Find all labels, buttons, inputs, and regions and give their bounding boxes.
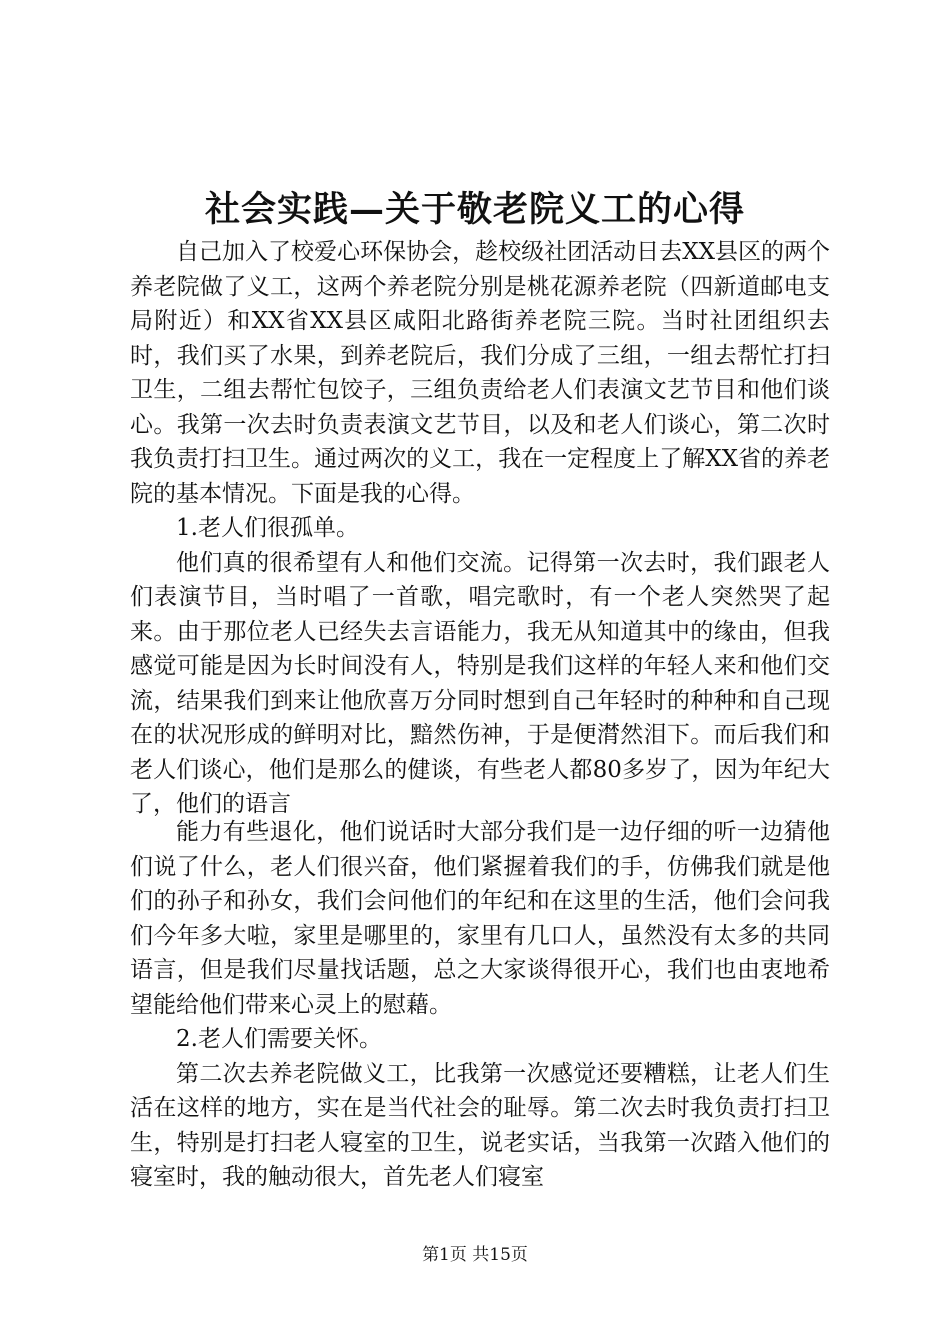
section-heading-2: 2.老人们需要关怀。	[176, 1026, 382, 1052]
document-title: 社会实践—关于敬老院义工的心得	[204, 189, 745, 230]
body-bottom	[130, 815, 830, 1195]
continuation-paragraph: 能力有些退化，他们说话时大部分我们是一边仔细的听一边猜他们说了什么，老人们很兴奋，他们紧握着我们的手，仿佛我们就是他们的孙子和孙女，我们会问他们的年纪和在这里的生活，他们会问我们今年多大啦，家里是哪里的，家里有几口人，虽然没有太多的共同语言，但是我们尽量找话题，总之大家谈得很开心，我们也由衷地希望能给他们带来心灵上的慰藉。	[130, 819, 830, 1018]
section-heading-1: 1.老人们很孤单。	[176, 515, 359, 541]
section1-paragraph: 他们真的很希望有人和他们交流。记得第一次去时，我们跟老人们表演节目，当时唱了一首歌，唱完歌时，有一个老人突然哭了起来。由于那位老人已经失去言语能力，我无从知道其中的缘由，但我感觉可能是因为长时间没有人，特别是我们这样的年轻人来和他们交流，结果我们到来让他欣喜万分同时想到自己年轻时的种种和自己现在的状况形成的鲜明对比，黯然伤神，于是便潸然泪下。而后我们和老人们谈心，他们是那么的健谈，有些老人都80多岁了，因为年纪大了，他们的语言	[130, 549, 830, 817]
body-top	[130, 235, 830, 822]
intro-paragraph: 自己加入了校爱心环保协会，趁校级社团活动日去XX县区的两个养老院做了义工，这两个养老院分别是桃花源养老院（四新道邮电支局附近）和XX省XX县区咸阳北路街养老院三院。当时社团组织去时，我们买了水果，到养老院后，我们分成了三组，一组去帮忙打扫卫生，二组去帮忙包饺子，三组负责给老人们表演文艺节目和他们谈心。我第一次去时负责表演文艺节目，以及和老人们谈心，第二次时我负责打扫卫生。通过两次的义工，我在一定程度上了解XX省的养老院的基本情况。下面是我的心得。	[130, 239, 830, 507]
section2-paragraph: 第二次去养老院做义工，比我第一次感觉还要糟糕，让老人们生活在这样的地方，实在是当代社会的耻辱。第二次去时我负责打扫卫生，特别是打扫老人寝室的卫生，说老实话，当我第一次踏入他们的寝室时，我的触动很大，首先老人们寝室	[130, 1060, 830, 1190]
page-number-footer: 第1页 共15页	[422, 1245, 528, 1265]
